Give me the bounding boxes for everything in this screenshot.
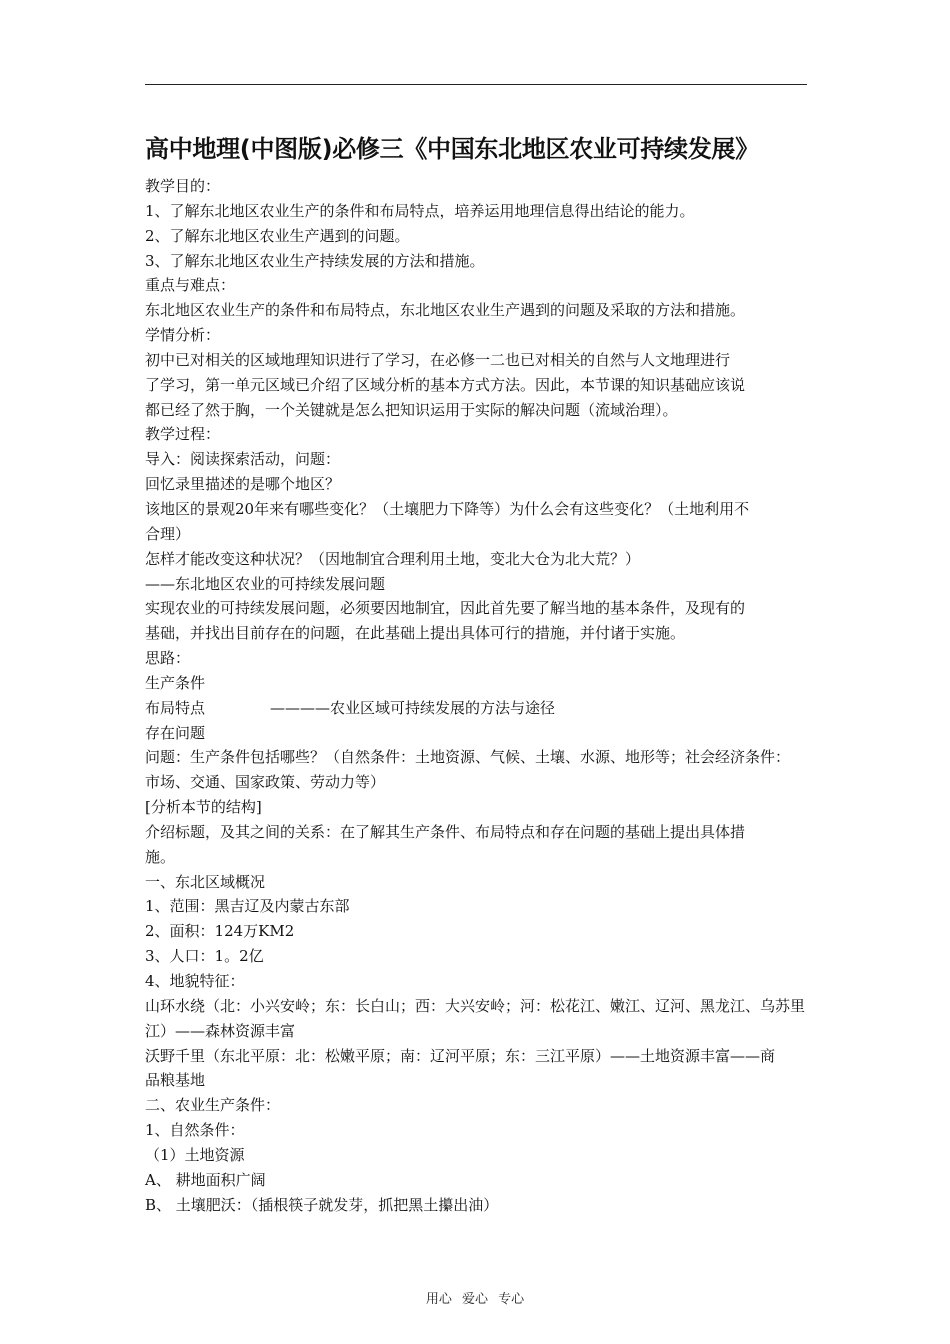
text-line: 2、面积：124万KM2 xyxy=(145,922,295,941)
text-line: 二、农业生产条件： xyxy=(145,1096,281,1115)
text-line: 1、自然条件： xyxy=(145,1121,245,1140)
text-line: 怎样才能改变这种状况？（因地制宜合理利用土地，变北大仓为北大荒？） xyxy=(145,549,641,568)
text-line: 学情分析： xyxy=(145,326,221,345)
split-line-right: ————农业区域可持续发展的方法与途径 xyxy=(270,698,556,717)
header-rule xyxy=(145,84,807,85)
text-line: 生产条件 xyxy=(145,673,206,692)
text-line: [分析本节的结构] xyxy=(145,798,262,817)
text-line: 存在问题 xyxy=(145,723,206,742)
text-line: 沃野千里（东北平原：北：松嫩平原；南：辽河平原；东：三江平原）——土地资源丰富——商 xyxy=(145,1046,776,1065)
text-line: 初中已对相关的区域地理知识进行了学习，在必修一二也已对相关的自然与人文地理进行 xyxy=(145,350,731,369)
split-line xyxy=(145,696,807,721)
text-line: 重点与难点： xyxy=(145,276,236,295)
text-line: 思路： xyxy=(145,649,191,668)
text-line: A、 耕地面积广阔 xyxy=(145,1170,266,1189)
text-line: 江）——森林资源丰富 xyxy=(145,1021,296,1040)
text-line: ——东北地区农业的可持续发展问题 xyxy=(145,574,386,593)
text-line: 品粮基地 xyxy=(145,1071,206,1090)
text-line: 4、地貌特征： xyxy=(145,972,245,990)
page-footer: 用心 爱心 专心 xyxy=(425,1292,525,1307)
text-line: 山环水绕（北：小兴安岭；东：长白山；西：大兴安岭；河：松花江、嫩江、辽河、黑龙江、乌苏里 xyxy=(145,996,806,1015)
text-line: （1）土地资源 xyxy=(145,1145,245,1164)
text-line: 教学目的： xyxy=(145,177,221,195)
text-line: 导入：阅读探索活动，问题： xyxy=(145,450,341,469)
text-line: 实现农业的可持续发展问题，必须要因地制宜，因此首先要了解当地的基本条件，及现有的 xyxy=(145,599,746,618)
split-line-left: 布局特点 xyxy=(145,698,206,717)
text-line: 东北地区农业生产的条件和布局特点，东北地区农业生产遇到的问题及采取的方法和措施。 xyxy=(145,301,746,320)
text-line: 施。 xyxy=(145,847,176,866)
text-line: 该地区的景观20年来有哪些变化？（土壤肥力下降等）为什么会有这些变化？（土地利用不 xyxy=(145,499,750,518)
text-line: 介绍标题，及其之间的关系：在了解其生产条件、布局特点和存在问题的基础上提出具体措 xyxy=(145,822,746,841)
text-line: 市场、交通、国家政策、劳动力等） xyxy=(145,773,386,792)
text-line: 教学过程： xyxy=(145,425,221,444)
text-line: 3、了解东北地区农业生产持续发展的方法和措施。 xyxy=(145,251,485,270)
text-line: 合理） xyxy=(145,524,191,543)
text-line: 问题：生产条件包括哪些？（自然条件：土地资源、气候、土壤、水源、地形等；社会经济条件： xyxy=(145,748,791,767)
text-line: 2、了解东北地区农业生产遇到的问题。 xyxy=(145,226,410,245)
document-body xyxy=(145,174,807,1217)
text-line: 1、范围：黑吉辽及内蒙古东部 xyxy=(145,897,350,916)
text-line: 基础，并找出目前存在的问题，在此基础上提出具体可行的措施，并付诸于实施。 xyxy=(145,624,686,643)
document-title: 高中地理(中图版)必修三《中国东北地区农业可持续发展》 xyxy=(145,135,759,163)
text-line: 了学习，第一单元区域已介绍了区域分析的基本方式方法。因此，本节课的知识基础应该说 xyxy=(145,375,746,394)
text-line: 都已经了然于胸，一个关键就是怎么把知识运用于实际的解决问题（流域治理）。 xyxy=(145,400,678,419)
text-line: B、 土壤肥沃：（插根筷子就发芽，抓把黑土攥出油） xyxy=(145,1195,499,1214)
text-line: 3、人口：1。2亿 xyxy=(145,947,264,966)
text-line: 回忆录里描述的是哪个地区？ xyxy=(145,475,341,494)
text-line: 1、了解东北地区农业生产的条件和布局特点，培养运用地理信息得出结论的能力。 xyxy=(145,201,695,220)
text-line: 一、东北区域概况 xyxy=(145,872,266,891)
